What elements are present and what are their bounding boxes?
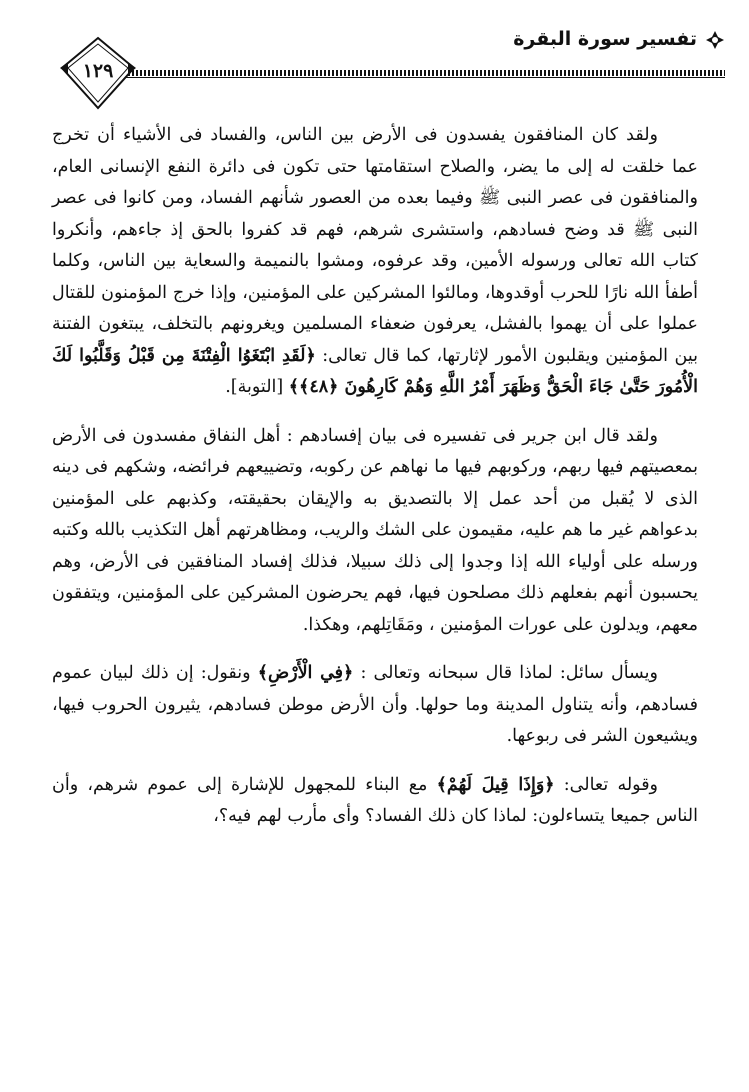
- page-body: [52, 120, 698, 1070]
- paragraph-text: ونقول: إن ذلك لبيان عموم فسادهم، وأنه يتناول المدينة وما حولها. وأن الأرض موطن فسادهم، يثيرون الحروب فيها، ويشيعون الشر فى ربوعها.: [52, 663, 698, 746]
- quran-verse: ﴿لَقَدِ ابْتَغَوُا الْفِتْنَةَ مِن قَبْلُ وَقَلَّبُوا لَكَ الْأُمُورَ حَتَّىٰ جَاءَ الْحَقُّ وَظَهَرَ أَمْرُ اللَّهِ وَهُمْ كَارِهُونَ ﴿٤٨﴾﴾: [52, 345, 698, 397]
- page-header: [0, 0, 749, 115]
- paragraph: [52, 658, 698, 753]
- quran-verse: ﴿وَإِذَا قِيلَ لَهُمْ﴾: [436, 774, 555, 795]
- header-rule: [124, 70, 725, 76]
- header-rule-line: [124, 77, 725, 78]
- page-number: ١٢٩: [82, 60, 114, 82]
- verse-reference: [التوبة].: [225, 377, 289, 397]
- quran-verse: ﴿فِي الْأَرْضِ﴾: [257, 663, 354, 683]
- ornament-icon: [705, 30, 725, 50]
- paragraph: [52, 421, 698, 642]
- paragraph-text: مع البناء للمجهول للإشارة إلى عموم شرهم، وأن الناس جميعا يتساءلون: لماذا كان ذلك الفساد؟ وأى مأرب لهم فيه؟،: [52, 774, 698, 826]
- paragraph: [52, 770, 698, 833]
- paragraph-text: ويسأل سائل: لماذا قال سبحانه وتعالى :: [353, 663, 658, 683]
- paragraph-text: ولقد قال ابن جرير فى تفسيره فى بيان إفسادهم : أهل النفاق مفسدون فى الأرض بمعصيتهم فيها ربهم، وركوبهم فيها ما نهاهم عن ركوبه، وتضييعهم فرائضه، وشكهم فى دينه الذى لا يُقبل من أحد عمل إلا بالتصديق به والإيقان بحقيقته، وكذبهم على المؤمنين بدعواهم غير ما هم عليه، مقيمون على الشك والريب، ومظاهرتهم أهل التكذيب بالله وكتبه ورسله على أولياء الله إذا وجدوا إلى ذلك سبيلا، فذلك إفساد المنافقين فى الأرض، وهم يحسبون أنهم بفعلهم ذلك مصلحون فيها، فهم يحرضون المشركين على المؤمنين، ويتفقون معهم، ويدلون على عورات المؤمنين ، ومَقَاتِلهم، وهكذا.: [52, 425, 698, 635]
- paragraph-text: ولقد كان المنافقون يفسدون فى الأرض بين الناس، والفساد فى الأشياء أن تخرج عما خلقت له إلى ما يضر، والصلاح استقامتها حتى تكون فى دائرة النفع الإنسانى العام، والمنافقون فى عصر النبى ﷺ وفيما بعده من العصور شأنهم الفساد، ومن كانوا فى عصر النبى ﷺ قد وضح فسادهم، واستشرى شرهم، فهم قد كفروا بالحق إذ جاءهم، وأنكروا كتاب الله تعالى ورسوله الأمين، وقد عرفوه، ومشوا بالنميمة والسعاية بين الناس، وكلما أطفأ الله نارًا للحرب أوقدوها، ومالئوا المشركين على المؤمنين، وإذا خرج المؤمنون للقتال عملوا على أن يهموا بالفشل، يعرفون ضعفاء المسلمين ويغرونهم بالتخلف، يبتغون الفتنة بين المؤمنين ويقلبون الأمور لإثارتها، كما قال تعالى:: [52, 125, 699, 366]
- paragraph: [52, 120, 698, 404]
- running-title: تفسير سورة البقرة: [513, 28, 697, 50]
- paragraph-text: وقوله تعالى:: [554, 774, 659, 795]
